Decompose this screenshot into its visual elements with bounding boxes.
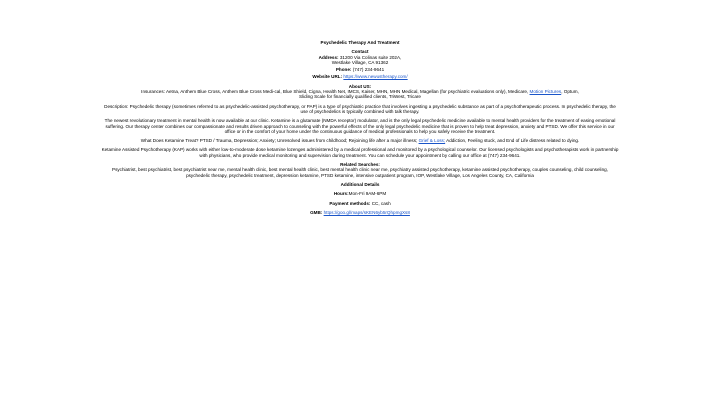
insurances-text: Insurances: Aetna, Anthem Blue Cross, Anthem Blue Cross Medi-cal, Blue Shield, Cigna, Health Net, IMCS, Kaiser, MHN, MHN Medical, Magellan (for psychiatric evaluations only), Medicare, (141, 89, 529, 95)
insurances-line2: Sliding Scale for financially qualified clients, TriWest, Tricare (299, 94, 421, 100)
contact-heading: Contact (351, 49, 369, 55)
treats-suffix: Addiction, Feeling stuck, and End of Life distress related to dying. (445, 138, 580, 144)
paragraph1-block (100, 118, 620, 134)
paragraph-ketamine-treats (100, 138, 620, 143)
grief-loss-link[interactable]: Grief & Loss; (418, 138, 446, 144)
hours-value: Mon-Fri 9AM-6PM (348, 191, 387, 197)
paragraph-ketamine-intro: The newest revolutionary treatment in mental health is now available at our clinic. Ketamine is a glutamate (NMDA receptor) modulator, and is the only legal psychedelic medicine available to mental health providers for the treatment of easing emotional suffering. Our therapy center combines our compassionate and results driven approach to counseling with the powerful effects of the only legal psychedelic medicine that is proven to help treat depression, anxiety and PTSD. We offer this service in our office or in the comfort of your home under the continuous guidance of medical professionals to help you safely receive the treatment. (104, 118, 616, 134)
hours-line (100, 191, 620, 196)
additional-heading: Additional Details (340, 181, 380, 187)
phone-line (100, 67, 620, 72)
address-line2: Westlake Village, CA 91362 (331, 59, 389, 65)
address-line1: 31200 Via Colinas suite 202A, (339, 54, 402, 60)
address-label: Address: (318, 54, 339, 60)
paragraph2-block (100, 138, 620, 143)
treats-text: What Does Ketamine Treat? PTSD / Trauma, Depression; Anxiety; Unresolved issues from childhood; Rejoining life after a major illness; (140, 138, 418, 144)
title-block (100, 40, 620, 45)
website-line (100, 74, 620, 79)
payment-line (100, 201, 620, 206)
related-heading: Related Searches: (340, 162, 380, 168)
hours-label: Hours: (333, 191, 349, 197)
paragraph-kap: Ketamine Assisted Psychotherapy (KAP) works with either low-to-moderate dose ketamine lozenges administered by a medical professional and monitored by a psychological counselor. Our licensed psychologists and psychotherapists work in partnership with physicians, who provide medical monitoring and supervision during treatment. You can schedule your appointment by calling our office at (747) 234-9641. (101, 147, 619, 158)
payment-label: Payment methods: (329, 200, 371, 206)
gmb-link[interactable]: https://goo.gl/maps/sKEN6yb5rQhpmgXs8 (323, 209, 410, 215)
gmb-block (100, 210, 620, 215)
description-block (100, 104, 620, 115)
about-heading: About US: (348, 83, 372, 89)
related-section (100, 162, 620, 178)
website-link[interactable]: https://www.newustherapy.com/ (343, 74, 408, 80)
about-section (100, 84, 620, 100)
motion-pictures-link[interactable]: Motion Pictures (529, 89, 562, 95)
gmb-label: GMB: (310, 209, 323, 215)
insurances-suffix: , Optum, (561, 89, 579, 95)
paragraph3-block (100, 147, 620, 158)
website-label: Website URL: (312, 74, 343, 80)
gmb-line (100, 210, 620, 215)
hours-block (100, 191, 620, 196)
contact-section (100, 49, 620, 79)
payment-block (100, 201, 620, 206)
related-text: Psychiatrist, best psychiatrist, best psychiatrist near me, mental health clinic, best mental health clinic, best mental health clinic near me, psychiatry assisted psychotherapy, ketamine assisted psychotherapy, couples counseling, child counseling, psychedelic therapy, psychedelic treatment, depression ketamine, PTSD ketamine, intensive outpatient program, IOP, Westlake Village, Los Angeles County, CA, California (112, 167, 608, 178)
phone-number: (747) 234-9641 (352, 67, 385, 73)
description-text: Description: Psychedelic therapy (sometimes referred to as psychedelic-assisted psychotherapy, or PAP) is a type of psychiatric practice that involves ingesting a psychedelic substance as part of a psychotherapeutic process. In psychedelic therapy, the use of psychedelics is typically combined with talk therapy. (104, 103, 616, 114)
payment-value: CC, cash (371, 200, 391, 206)
page-title: Psychedelic Therapy And Treatment (320, 40, 400, 45)
document-content (100, 40, 620, 219)
additional-heading-block (100, 182, 620, 187)
phone-label: Phone: (335, 67, 352, 73)
